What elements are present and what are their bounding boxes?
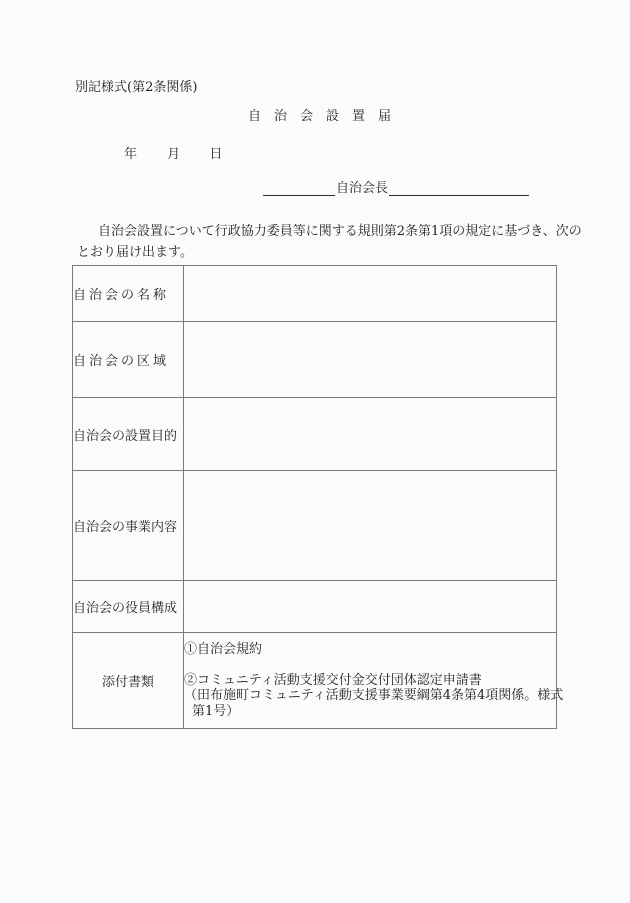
form-table — [72, 265, 564, 729]
row-label-establishment-purpose: 自治会の設置目的 — [73, 398, 184, 471]
date-year-label: 年 — [124, 147, 138, 162]
table-row-area — [73, 322, 557, 398]
table-row-officers — [73, 581, 557, 633]
row-value-officer-composition — [184, 581, 557, 633]
date-line — [124, 147, 222, 163]
attachments-cell — [184, 633, 564, 729]
intro-line-1: 自治会設置について行政協力委員等に関する規則第2条第1項の規定に基づき、次の — [98, 224, 582, 239]
table-row-business — [73, 471, 557, 581]
form-reference: 別記様式(第2条関係) — [75, 80, 198, 95]
row-label-association-area: 自治会の区域 — [73, 322, 184, 398]
table-row-attachments — [73, 633, 557, 729]
row-value-association-area — [184, 322, 557, 398]
row-value-business-content — [184, 471, 557, 581]
row-label-association-name: 自治会の名称 — [73, 266, 184, 322]
signature-label: 自治会長 — [336, 181, 389, 196]
date-day-label: 日 — [209, 147, 223, 162]
attachment-item-1: ①自治会規約 — [184, 642, 263, 657]
document-title: 自治会設置届 — [248, 109, 405, 124]
row-value-establishment-purpose — [184, 398, 557, 471]
signature-line — [263, 182, 529, 196]
row-value-association-name — [184, 266, 557, 322]
row-label-attachments: 添付書類 — [73, 633, 184, 729]
attachment-item-2: ②コミュニティ活動支援交付金交付団体認定申請書 — [184, 672, 482, 688]
signature-blank-left — [263, 182, 335, 196]
table-row-name — [73, 266, 557, 322]
row-label-business-content: 自治会の事業内容 — [73, 471, 184, 581]
row-label-officer-composition: 自治会の役員構成 — [73, 581, 184, 633]
date-month-label: 月 — [167, 147, 181, 162]
attachment-item-2-note-line-2: 第1号） — [192, 703, 240, 719]
intro-paragraph — [77, 222, 582, 263]
intro-line-2: とおり届け出ます。 — [77, 244, 193, 260]
attachment-item-2-note-line-1: （田布施町コミュニティ活動支援事業要綱第4条第4項関係。様式 — [184, 688, 564, 703]
table-row-purpose — [73, 398, 557, 471]
signature-blank-right — [389, 182, 529, 196]
